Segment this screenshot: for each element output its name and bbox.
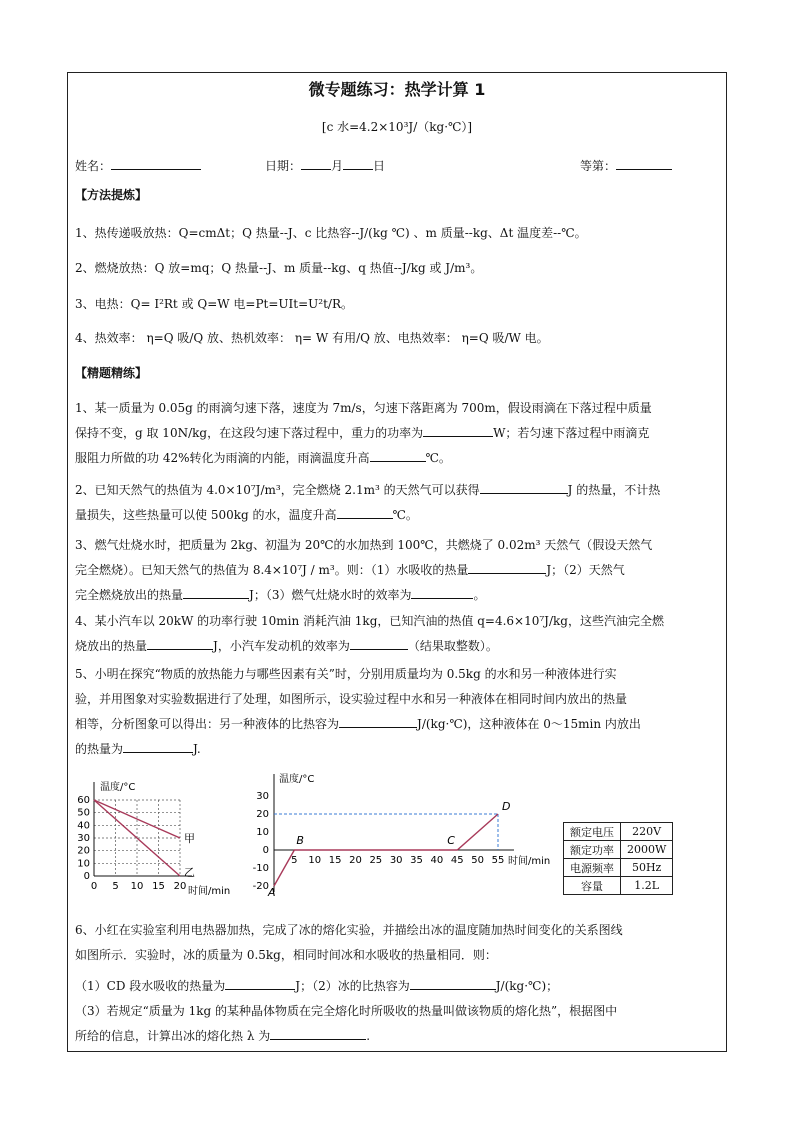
q1-blank-2[interactable]	[370, 447, 426, 462]
date-label: 日期：	[265, 159, 302, 173]
question-5	[75, 662, 720, 762]
name-row	[75, 155, 201, 174]
spec-row	[564, 859, 673, 877]
date-row	[265, 155, 385, 174]
x-tick-label: 20	[349, 855, 362, 866]
q6-line-4: （3）若规定“质量为 1kg 的某种晶体物质在完全熔化时所吸收的热量叫做该物质的熔化热”，根据图中	[75, 1004, 618, 1018]
point-label: D	[502, 800, 511, 813]
x-tick-label: 30	[389, 855, 403, 866]
q1-line-1: 1、某一质量为 0.05g 的雨滴匀速下落，速度为 7m/s，匀速下落距离为 700m，假设雨滴在下落过程中质量	[75, 401, 652, 415]
q5-line-1: 5、小明在探究“物质的放热能力与哪些因素有关”时，分别用质量均为 0.5kg 的水和另一种液体进行实	[75, 667, 617, 681]
q3-line-1: 3、燃气灶烧水时，把质量为 2kg、初温为 20℃的水加热到 100℃，共燃烧了 0.02m³ 天然气（假设天然气	[75, 538, 653, 552]
x-tick-label: 0	[90, 881, 98, 892]
q2-blank-1[interactable]	[480, 479, 568, 494]
q6-text-d: J；（2）冰的比热容为	[295, 979, 410, 993]
q6-blank-1[interactable]	[225, 975, 295, 990]
question-1	[75, 396, 720, 471]
x-axis-label: 时间/min	[188, 886, 231, 897]
month-label: 月	[331, 159, 344, 173]
x-tick-label: 50	[471, 855, 485, 866]
spec-table	[563, 822, 673, 895]
spec-label: 额定电压	[564, 823, 621, 841]
x-tick-label: 10	[308, 855, 322, 866]
x-tick-label: 25	[369, 855, 383, 866]
q6-text-c: （1）CD 段水吸收的热量为	[75, 979, 226, 993]
y-tick-label: -20	[252, 881, 269, 892]
q6-line-2: 如图所示．实验时，冰的质量为 0.5kg，相同时间冰和水吸收的热量相同．则：	[75, 948, 497, 962]
q3-text-b: 完全燃烧）。已知天然气的热值为 8.4×10⁷J / m³。则：（1）水吸收的热量	[75, 563, 469, 577]
spec-row	[564, 841, 673, 859]
method-heading: 【方法提炼】	[75, 188, 148, 202]
q1-text-b: 保持不变，g 取 10N/kg，在这段匀速下落过程中，重力的功率为	[75, 426, 424, 440]
q2-text-c: 量损失，这些热量可以使 500kg 的水，温度升高	[75, 508, 337, 522]
question-2	[75, 478, 720, 528]
y-tick-label: 0	[262, 845, 269, 856]
q1-text-c: W；若匀速下落过程中雨滴克	[493, 426, 650, 440]
method-3: 3、电热：Q= I²Rt 或 Q=W 电=Pt=UIt=U²t/R。	[75, 297, 353, 311]
point-label: A	[268, 886, 276, 899]
cooling-chart	[72, 772, 252, 902]
series-label: 乙	[184, 866, 195, 879]
question-4	[75, 609, 720, 659]
name-field[interactable]	[111, 155, 201, 170]
q1-text-e: ℃。	[425, 451, 451, 465]
q1-text-d: 服阻力所做的功 42%转化为雨滴的内能，雨滴温度升高	[75, 451, 370, 465]
y-tick-label: 30	[256, 791, 269, 802]
question-3	[75, 533, 720, 608]
spec-value: 220V	[621, 823, 673, 841]
q6-line-1: 6、小红在实验室利用电热器加热，完成了冰的熔化实验，并描绘出冰的温度随加热时间变化的关系图线	[75, 923, 623, 937]
y-tick-label: 50	[77, 807, 90, 819]
q3-text-d: 完全燃烧放出的热量	[75, 588, 184, 602]
day-field[interactable]	[343, 155, 373, 170]
x-tick-label: 20	[173, 881, 187, 892]
question-6	[75, 918, 720, 1049]
q6-text-h: .	[366, 1029, 371, 1043]
q5-text-f: J.	[193, 742, 201, 756]
y-axis-label: 温度/°C	[100, 782, 136, 793]
x-tick-label: 45	[450, 855, 464, 866]
x-tick-label: 10	[130, 881, 144, 892]
x-tick-label: 15	[152, 881, 165, 892]
spec-row	[564, 823, 673, 841]
spec-label: 容量	[564, 877, 621, 895]
y-tick-label: 20	[256, 809, 269, 820]
q2-text-d: ℃。	[392, 508, 418, 522]
method-4: 4、热效率： η=Q 吸/Q 放、热机效率： η= W 有用/Q 放、电热效率： η=Q 吸/W 电。	[75, 331, 549, 345]
month-field[interactable]	[301, 155, 331, 170]
grade-label: 等第：	[580, 159, 617, 173]
x-tick-label: 5	[112, 881, 119, 892]
x-tick-label: 40	[430, 855, 444, 866]
x-axis-label: 时间/min	[508, 856, 551, 867]
practice-heading: 【精题精练】	[75, 366, 148, 380]
series-label: 甲	[184, 832, 195, 845]
q4-line-1: 4、某小汽车以 20kW 的功率行驶 10min 消耗汽油 1kg，已知汽油的热值 q=4.6×10⁷J/kg，这些汽油完全燃	[75, 614, 664, 628]
name-label: 姓名：	[75, 159, 112, 173]
spec-value: 1.2L	[621, 877, 673, 895]
q4-blank-1[interactable]	[147, 635, 213, 650]
x-tick-label: 55	[491, 855, 505, 866]
method-1: 1、热传递吸放热：Q=cmΔt；Q 热量--J、c 比热容--J/(kg ℃) 、m 质量--kg、Δt 温度差--℃。	[75, 226, 587, 240]
q5-blank-1[interactable]	[339, 713, 417, 728]
y-tick-label: 10	[77, 858, 90, 870]
spec-label: 额定功率	[564, 841, 621, 859]
point-label: C	[447, 834, 455, 847]
worksheet-title: 微专题练习：热学计算 1	[308, 80, 486, 99]
q4-blank-2[interactable]	[350, 635, 408, 650]
q3-text-e: J；（3）燃气灶烧水时的效率为	[249, 588, 412, 602]
day-label: 日	[373, 159, 386, 173]
y-tick-label: -10	[252, 863, 269, 874]
q5-text-c: 相等，分析图象可以得出：另一种液体的比热容为	[75, 717, 340, 731]
grade-row	[580, 155, 672, 174]
y-axis-label: 温度/°C	[279, 774, 315, 785]
water-constant: [c 水=4.2×10³J/（kg·℃）]	[321, 120, 473, 134]
q3-blank-1[interactable]	[468, 559, 546, 574]
y-tick-label: 60	[77, 795, 90, 806]
spec-value: 50Hz	[621, 859, 673, 877]
q6-text-e: J/(kg·℃)；	[495, 979, 559, 993]
y-tick-label: 20	[77, 845, 90, 857]
y-tick-label: 10	[256, 827, 269, 838]
q1-blank-1[interactable]	[423, 422, 493, 437]
q3-blank-2[interactable]	[183, 584, 249, 599]
y-tick-label: 0	[83, 871, 90, 882]
q6-blank-2[interactable]	[410, 975, 496, 990]
y-tick-label: 30	[77, 833, 90, 844]
q4-text-c: J，小汽车发动机的效率为	[213, 639, 350, 653]
q5-line-2: 验，并用图象对实验数据进行了处理，如图所示，设实验过程中水和另一种液体在相同时间内放出的热量	[75, 692, 628, 706]
point-label: B	[296, 834, 304, 847]
melting-chart	[248, 768, 560, 900]
q4-text-d: （结果取整数）。	[407, 639, 498, 653]
x-tick-label: 35	[410, 855, 423, 866]
q3-text-f: 。	[473, 588, 486, 602]
grade-field[interactable]	[616, 155, 672, 170]
q6-blank-3[interactable]	[270, 1025, 366, 1040]
spec-row	[564, 877, 673, 895]
method-2: 2、燃烧放热：Q 放=mq；Q 热量--J、m 质量--kg、q 热值--J/kg 或 J/m³。	[75, 261, 483, 275]
q2-text-a: 2、已知天然气的热值为 4.0×10⁷J/m³，完全燃烧 2.1m³ 的天然气可以获得	[75, 483, 480, 497]
q6-text-g: 所给的信息，计算出冰的熔化热 λ 为	[75, 1029, 271, 1043]
y-tick-label: 40	[77, 820, 90, 832]
spec-value: 2000W	[621, 841, 673, 859]
q4-text-b: 烧放出的热量	[75, 639, 148, 653]
q3-text-c: J；（2）天然气	[546, 563, 625, 577]
q5-text-e: 的热量为	[75, 742, 124, 756]
spec-label: 电源频率	[564, 859, 621, 877]
x-tick-label: 15	[328, 855, 342, 866]
q3-blank-3[interactable]	[411, 584, 473, 599]
q2-text-b: J 的热量，不计热	[567, 483, 661, 497]
x-tick-label: 5	[291, 855, 298, 866]
q5-text-d: J/(kg·℃)，这种液体在 0～15min 内放出	[417, 717, 641, 731]
q2-blank-2[interactable]	[337, 504, 393, 519]
q5-blank-2[interactable]	[123, 738, 193, 753]
